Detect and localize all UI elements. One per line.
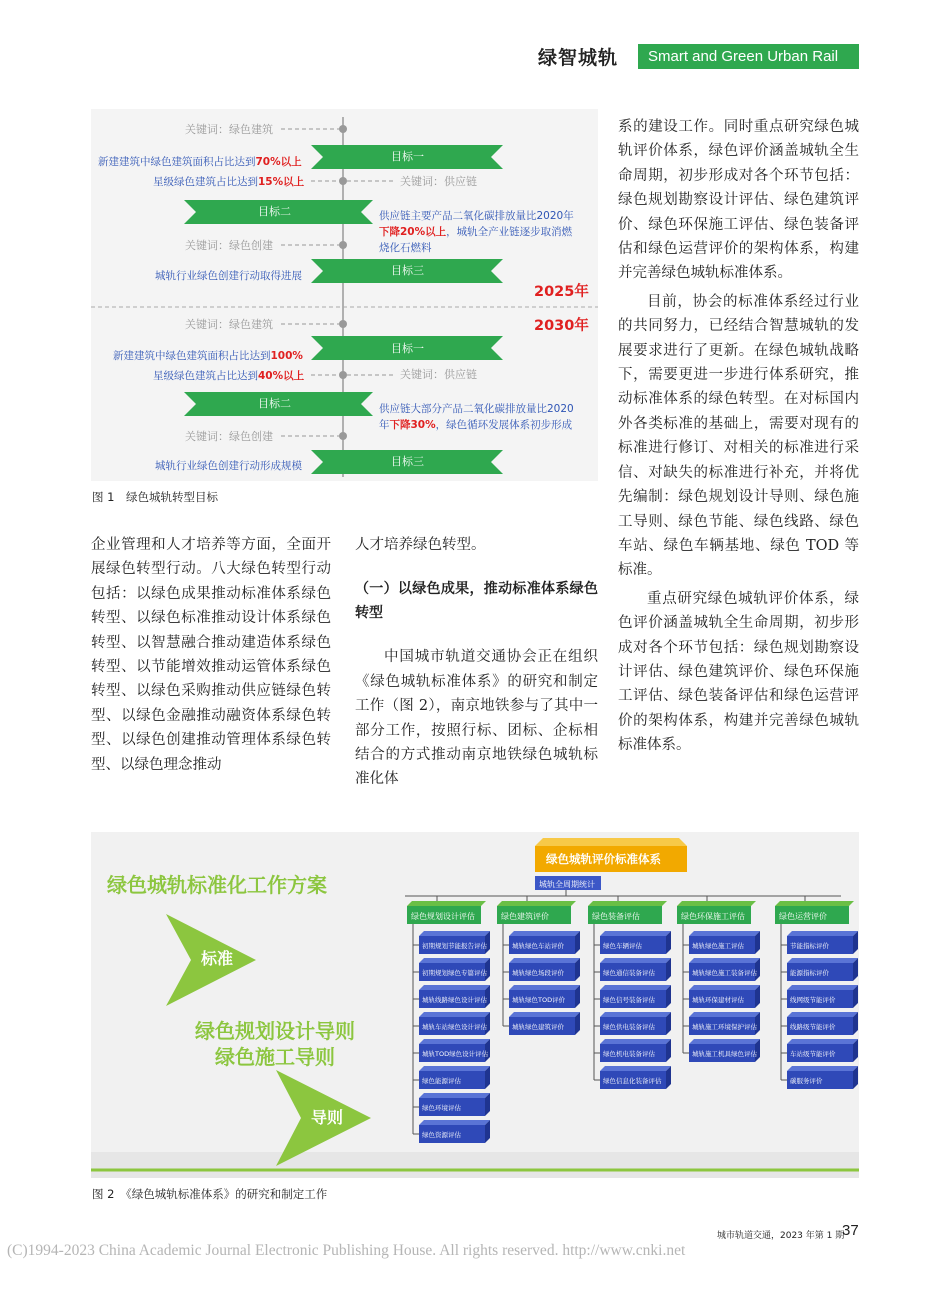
item-box-lid: [787, 1012, 858, 1017]
item-box-lid: [689, 985, 760, 990]
paragraph: 重点研究绿色城轨评价体系，绿色评价涵盖城轨全生命周期，初步形成对各个环节包括：绿色规划勘察设计评估、绿色建筑评价、绿色环保施工评估、绿色装备评估和绿色运营评价的架构体系，构建并完善绿色城轨标准体系。: [618, 590, 859, 754]
figure-1-graphic: [91, 109, 598, 481]
top-box-lid: [535, 838, 687, 846]
section-heading: （一）以绿色成果，推动标准体系绿色转型: [355, 581, 598, 622]
item-box-lid: [787, 985, 858, 990]
item-box-lid: [787, 958, 858, 963]
item-box-lid: [509, 985, 580, 990]
item-box-label: 绿色环境评估: [422, 1104, 461, 1112]
item-box-lid: [509, 1012, 580, 1017]
item-box-label: 线网级节能评价: [790, 996, 836, 1004]
item-box-lid: [600, 931, 671, 936]
page-number: 37: [842, 1222, 859, 1239]
item-box-lid: [419, 1012, 490, 1017]
item-box-label: 绿色能源评估: [422, 1077, 461, 1085]
column-head-label: 绿色运营评价: [779, 912, 827, 921]
item-box-lid: [787, 931, 858, 936]
item-box-label: 绿色车辆评估: [603, 942, 642, 950]
top-sub-label: 城轨全周期统计: [539, 880, 595, 889]
footer-journal: 城市轨道交通，2023 年第 1 期: [717, 1231, 845, 1241]
item-box-lid: [419, 1039, 490, 1044]
paragraph: 企业管理和人才培养等方面，全面开展绿色转型行动。八大绿色转型行动包括：以绿色成果推动标准体系绿色转型、以绿色标准推动设计体系绿色转型、以智慧融合推动建造体系绿色转型、以节能增效推动运管体系绿色转型、以绿色采购推动供应链绿色转型、以绿色金融推动融资体系绿色转型、以绿色创建推动管理体系绿色转型、以绿色理念推动: [91, 537, 331, 773]
column-head-lid: [588, 901, 667, 906]
item-box-lid: [600, 985, 671, 990]
item-box-label: 城轨TOD绿色设计评估: [422, 1050, 489, 1058]
column-head-lid: [497, 901, 576, 906]
arrow-guide-label: 导则: [311, 1108, 344, 1127]
top-box-label: 绿色城轨评价标准体系: [546, 852, 661, 866]
item-box-label: 绿色资源评估: [422, 1131, 461, 1139]
item-box-lid: [419, 1066, 490, 1071]
goal1-label-2030: 目标一: [391, 342, 424, 355]
column-head-label: 绿色建筑评价: [501, 912, 549, 921]
spacer: [355, 557, 598, 577]
timeline-node: [339, 320, 347, 328]
item-box-label: 城轨绿色车站评价: [512, 942, 564, 950]
item-box-lid: [787, 1039, 858, 1044]
item-box-label: 线路级节能评价: [790, 1023, 836, 1031]
left-column: [91, 533, 331, 777]
column-head-label: 绿色规划设计评估: [411, 912, 475, 921]
goal2-label-2025: 目标二: [258, 205, 291, 218]
timeline-node: [339, 125, 347, 133]
keyword-supply-2025: 关键词：供应链: [400, 175, 477, 188]
item-box-lid: [689, 1012, 760, 1017]
item-box-lid: [689, 1039, 760, 1044]
column-head-label: 绿色装备评估: [592, 912, 640, 921]
item-box-lid: [600, 958, 671, 963]
year-2030: 2030年: [534, 318, 589, 334]
paragraph: 目前，协会的标准体系经过行业的共同努力，已经结合智慧城轨的发展要求进行了更新。在绿色城轨战略下，需要更进一步进行体系研究，推动标准体系的绿色转型。在对标国内外各类标准的基础上，需要对现有的标准进行修订、对相关的标准进行采信、对缺失的标准进行补充，并将优先编制：绿色规划设计导则、绿色施工导则、绿色节能、绿色线路、绿色车站、绿色车辆基地、绿色 TOD 等标准。: [618, 293, 859, 579]
floor: [91, 1152, 859, 1178]
arrow-standard-label: 标准: [201, 949, 234, 968]
column-head-label: 绿色环保施工评估: [681, 912, 745, 921]
supply-2025-line2: 下降20%以上，城轨全产业链逐步取消燃: [379, 226, 573, 238]
item-box-label: 城轨绿色场段评价: [512, 969, 564, 977]
paragraph: 人才培养绿色转型。: [355, 537, 486, 553]
supply-2025-line1: 供应链主要产品二氧化碳排放量比2020年: [379, 210, 574, 222]
item-box-label: 初期规划节能报告评估: [422, 942, 487, 950]
item-box-label: 城轨施工环境保护评估: [692, 1023, 757, 1031]
figure-2-graphic: [91, 832, 859, 1178]
column-head-lid: [407, 901, 486, 906]
item-box-label: 城轨绿色建筑评价: [512, 1023, 564, 1031]
paragraph: 中国城市轨道交通协会正在组织《绿色城轨标准体系》的研究和制定工作（图 2），南京地铁参与了其中一部分工作，按照行标、团标、企标相结合的方式推动南京地铁绿色城轨标准化体: [355, 649, 598, 788]
star-building-2025: 星级绿色建筑占比达到15%以上: [153, 176, 305, 188]
figure-2-caption: 图 2 《绿色城轨标准体系》的研究和制定工作: [92, 1187, 328, 1201]
year-2025: 2025年: [534, 284, 589, 300]
item-box-lid: [787, 1066, 858, 1071]
item-box-label: 节能指标评价: [790, 942, 829, 950]
item-box-label: 绿色通信装备评估: [603, 969, 655, 977]
item-box-label: 城轨施工机具绿色评估: [692, 1050, 757, 1058]
goal3-label-2025: 目标三: [391, 264, 424, 277]
item-box-label: 城轨绿色TOD评价: [512, 996, 566, 1004]
item-box-lid: [419, 1093, 490, 1098]
fig2-columns: [407, 896, 858, 1143]
item-box-lid: [419, 958, 490, 963]
item-box-lid: [419, 985, 490, 990]
timeline-node: [339, 432, 347, 440]
star-building-2030: 星级绿色建筑占比达到40%以上: [153, 370, 305, 382]
item-box-label: 城轨线路绿色设计评估: [422, 996, 487, 1004]
column-head-lid: [677, 901, 756, 906]
item-box-label: 城轨环保建材评估: [692, 996, 744, 1004]
item-box-label: 城轨车站绿色设计评估: [422, 1023, 487, 1031]
item-box-label: 绿色供电装备评估: [603, 1023, 655, 1031]
goal2-label-2030: 目标二: [258, 397, 291, 410]
item-box-lid: [600, 1039, 671, 1044]
keyword-create-2030: 关键词：绿色创建: [185, 430, 273, 443]
item-box-lid: [509, 958, 580, 963]
timeline-node: [339, 371, 347, 379]
fig2-title: 绿色城轨标准化工作方案: [107, 873, 327, 897]
paragraph: 系的建设工作。同时重点研究绿色城轨评价体系，绿色评价涵盖城轨全生命周期，初步形成对各个环节包括：绿色规划勘察设计评估、绿色建筑评价、绿色环保施工评估、绿色装备评估和绿色运营评价的架构体系，构建并完善绿色城轨标准体系。: [618, 119, 859, 282]
item-box-lid: [419, 1120, 490, 1125]
item-box-lid: [600, 1066, 671, 1071]
middle-column: [355, 533, 598, 792]
running-head-badge: Smart and Green Urban Rail: [638, 44, 859, 69]
item-box-lid: [600, 1012, 671, 1017]
running-head-title: 绿智城轨: [538, 47, 619, 69]
item-box-lid: [419, 931, 490, 936]
supply-2025-line3: 烧化石燃料: [379, 242, 432, 254]
right-column: [618, 115, 859, 758]
figure-1-caption: 图 1 绿色城轨转型目标: [92, 490, 218, 504]
keyword-supply-2030: 关键词：供应链: [400, 368, 477, 381]
keyword-building-2030: 关键词：绿色建筑: [185, 318, 273, 331]
item-box-label: 城轨绿色施工评估: [692, 942, 744, 950]
item-box-lid: [689, 958, 760, 963]
new-building-2030: 新建建筑中绿色建筑面积占比达到100%: [113, 350, 303, 362]
guides-line1: 绿色规划设计导则: [195, 1019, 355, 1043]
keyword-building-2025: 关键词：绿色建筑: [185, 123, 273, 136]
item-box-label: 城轨绿色施工装备评估: [692, 969, 757, 977]
keyword-create-2025: 关键词：绿色创建: [185, 239, 273, 252]
new-building-2025: 新建建筑中绿色建筑面积占比达到70%以上: [98, 156, 302, 168]
figure-1: [91, 109, 598, 481]
item-box-label: 碳服务评价: [790, 1077, 823, 1085]
copyright-line: (C)1994-2023 China Academic Journal Electronic Publishing House. All rights reserved. http://www.cnki.net: [7, 1242, 686, 1259]
item-box-label: 初期规划绿色专篇评估: [422, 969, 487, 977]
goal1-label-2025: 目标一: [391, 150, 424, 163]
item-box-label: 绿色信息化装备评估: [603, 1077, 662, 1085]
item-box-label: 车站级节能评价: [790, 1050, 836, 1058]
item-box-label: 绿色信号装备评估: [603, 996, 655, 1004]
timeline-node: [339, 177, 347, 185]
spacer: [355, 625, 598, 645]
item-box-label: 绿色机电装备评估: [603, 1050, 655, 1058]
create-2025: 城轨行业绿色创建行动取得进展: [155, 270, 302, 282]
supply-2030-line1: 供应链大部分产品二氧化碳排放量比2020: [379, 403, 574, 415]
timeline-node: [339, 241, 347, 249]
guides-line2: 绿色施工导则: [215, 1045, 335, 1069]
figure-2: [91, 832, 859, 1178]
item-box-label: 能源指标评价: [790, 969, 829, 977]
column-head-lid: [775, 901, 854, 906]
item-box-lid: [509, 931, 580, 936]
supply-2030-line2: 年下降30%，绿色循环发展体系初步形成: [379, 419, 573, 431]
goal3-label-2030: 目标三: [391, 455, 424, 468]
create-2030: 城轨行业绿色创建行动形成规模: [155, 460, 302, 472]
item-box-lid: [689, 931, 760, 936]
